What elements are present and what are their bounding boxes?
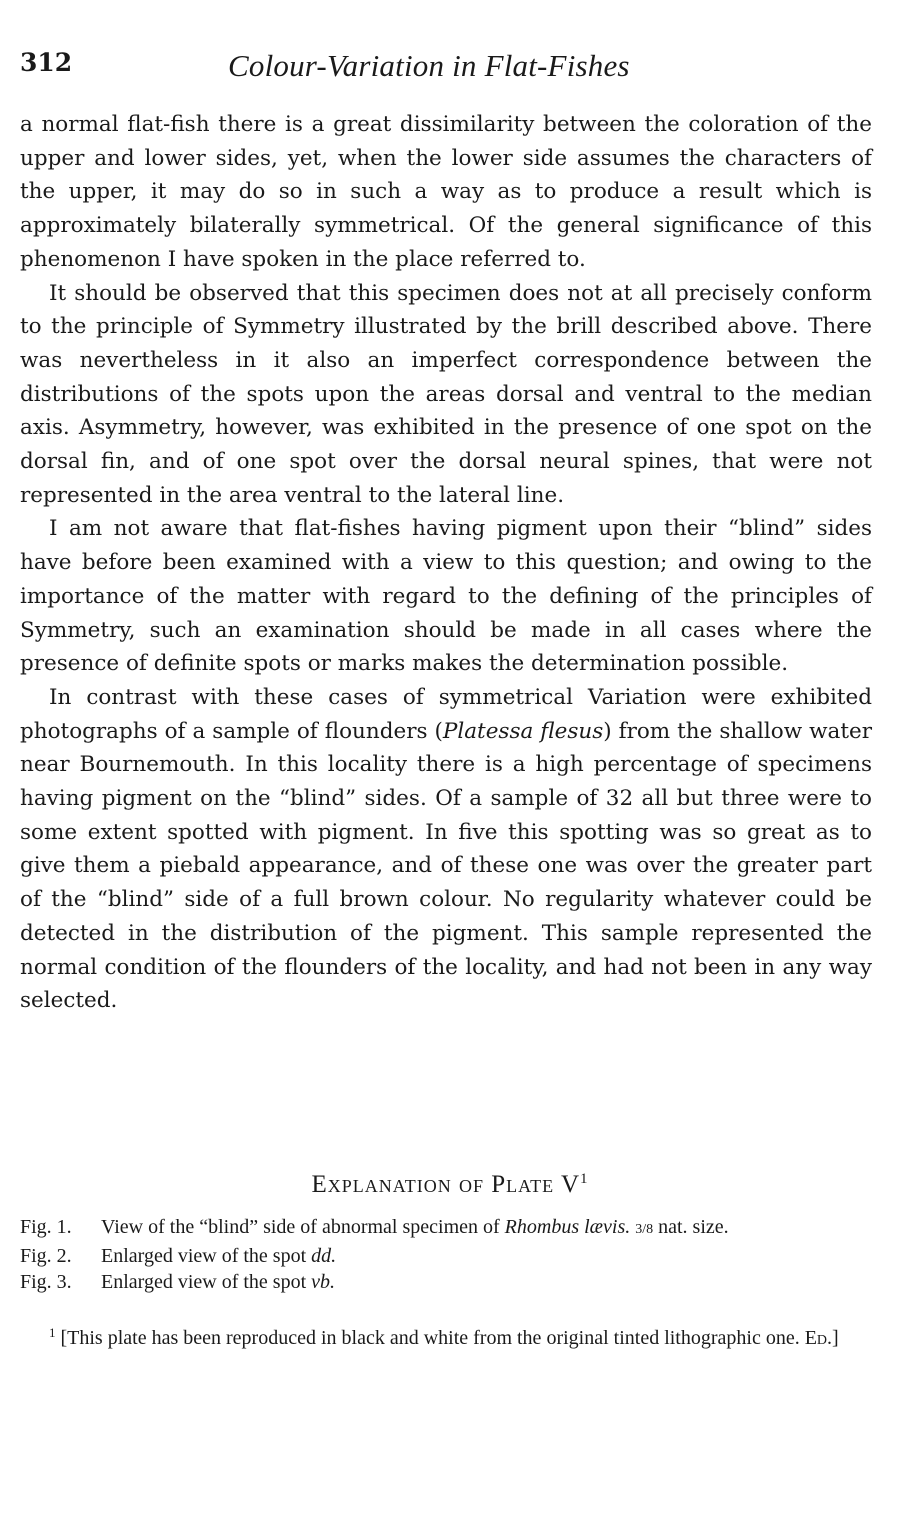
running-head: Colour-Variation in Flat-Fishes bbox=[228, 48, 630, 83]
figure-caption-1 bbox=[20, 1214, 880, 1243]
paragraph-symmetry: It should be observed that this specimen does not at all precisely conform to the principle of Symmetry illustrated by the brill described above. There was nevertheless in it also an imperfect correspondence between the distributions of the spots upon the areas dorsal and ventral to the median axis. Asymmetry, however, was exhibited in the presence of one spot on the dorsal fin, and of one spot over the dorsal neural spines, that were not represented in the area ventral to the lateral line. bbox=[20, 280, 872, 508]
figure-caption-2 bbox=[20, 1243, 880, 1269]
footnote bbox=[20, 1319, 872, 1352]
plate-figure-list bbox=[20, 1214, 880, 1295]
figure-caption-3 bbox=[20, 1269, 880, 1295]
footnote-close: ] bbox=[832, 1327, 839, 1349]
body-text bbox=[20, 108, 872, 1018]
figure-caption-text: nat. size. bbox=[653, 1216, 729, 1238]
page-number: 312 bbox=[20, 48, 73, 77]
paragraph-flounders-text-a: In contrast with these cases of symmetrical Variation were exhibited photographs of a sample of flounders ( bbox=[20, 684, 872, 744]
spot-label: dd. bbox=[311, 1245, 337, 1267]
size-fraction: 3/8 bbox=[635, 1222, 654, 1237]
footnote-text bbox=[20, 1319, 872, 1352]
footnote-marker: 1 bbox=[49, 1325, 56, 1340]
figure-label: Fig. 2. bbox=[20, 1245, 72, 1267]
species-name: Platessa flesus bbox=[442, 718, 604, 744]
species-name: Rhombus lævis. bbox=[504, 1216, 631, 1238]
footnote-reference: 1 bbox=[580, 1171, 589, 1187]
figure-label: Fig. 1. bbox=[20, 1216, 72, 1238]
figure-caption-text: Enlarged view of the spot bbox=[101, 1245, 312, 1267]
editor-mark: Ed. bbox=[804, 1327, 833, 1349]
page-header bbox=[20, 48, 872, 84]
figure-label: Fig. 3. bbox=[20, 1271, 72, 1293]
footnote-body: [This plate has been reproduced in black and white from the original tinted lithographic one. bbox=[55, 1327, 805, 1349]
paragraph-flounders bbox=[20, 681, 872, 1018]
figure-caption-text: View of the “blind” side of abnormal specimen of bbox=[101, 1216, 505, 1238]
paragraph-flounders-text-b: ) from the shallow water near Bournemouth. In this locality there is a high percentage of specimens having pigment on the “blind” sides. Of a sample of 32 all but three were to some extent spotted with pigment. In five this spotting was so great as to give them a piebald appearance, and of these one was over the greater part of the “blind” side of a full brown colour. No regularity whatever could be detected in the distribution of the pigment. This sample represented the normal condition of the flounders of the locality, and had not been in any way selected. bbox=[20, 718, 872, 1014]
paragraph-continued: a normal flat-fish there is a great dissimilarity between the coloration of the upper and lower sides, yet, when the lower side assumes the characters of the upper, it may do so in such a way as to produce a result which is approximately bilaterally symmetrical. Of the general significance of this phenomenon I have spoken in the place referred to. bbox=[20, 112, 872, 272]
spot-label: vb. bbox=[311, 1271, 336, 1293]
plate-heading-text: Explanation of Plate V bbox=[311, 1171, 581, 1198]
figure-caption-text: Enlarged view of the spot bbox=[101, 1271, 312, 1293]
paragraph-blind-sides: I am not aware that flat-fishes having pigment upon their “blind” sides have before been examined with a view to this question; and owing to the importance of the matter with regard to the defining of the principles of Symmetry, such an examination should be made in all cases where the presence of definite spots or marks makes the determination possible. bbox=[20, 516, 872, 677]
plate-explanation-heading bbox=[0, 1171, 900, 1199]
